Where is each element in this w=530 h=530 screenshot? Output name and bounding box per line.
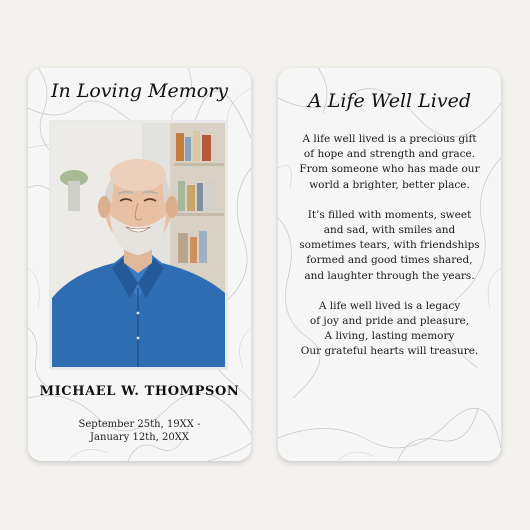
poem-line: formed and good times shared, [306,254,473,267]
poem-stanza-3 [286,299,493,360]
date-line-death: January 12th, 20XX [90,432,189,443]
poem-line: and sad, with smiles and [323,224,456,237]
memorial-card-front [28,68,251,461]
poem-line: of hope and strength and grace. [303,148,476,161]
portrait-photo [49,120,228,370]
back-title: A Life Well Lived [307,90,472,112]
poem-line: A life well lived is a legacy [318,299,461,312]
poem-line: From someone who has made our [299,163,480,176]
poem-line: Our grateful hearts will treasure. [300,345,479,358]
front-title: In Loving Memory [50,80,229,102]
deceased-name: MICHAEL W. THOMPSON [39,384,240,399]
memorial-card-back [278,68,501,461]
poem-line: A life well lived is a precious gift [302,133,477,145]
poem-line: world a brighter, better place. [309,178,470,191]
poem-line: It’s filled with moments, sweet [307,208,472,221]
poem-line: sometimes tears, with friendships [299,239,480,252]
poem-stanza-2 [286,208,493,284]
poem-line: and laughter through the years. [304,269,475,282]
life-dates [28,418,251,444]
date-line-birth: September 25th, 19XX - [78,419,201,430]
poem-line: of joy and pride and pleasure, [309,315,470,328]
poem-stanza-1 [286,132,493,193]
poem-line: A living, lasting memory [324,330,455,343]
poem [286,132,493,375]
